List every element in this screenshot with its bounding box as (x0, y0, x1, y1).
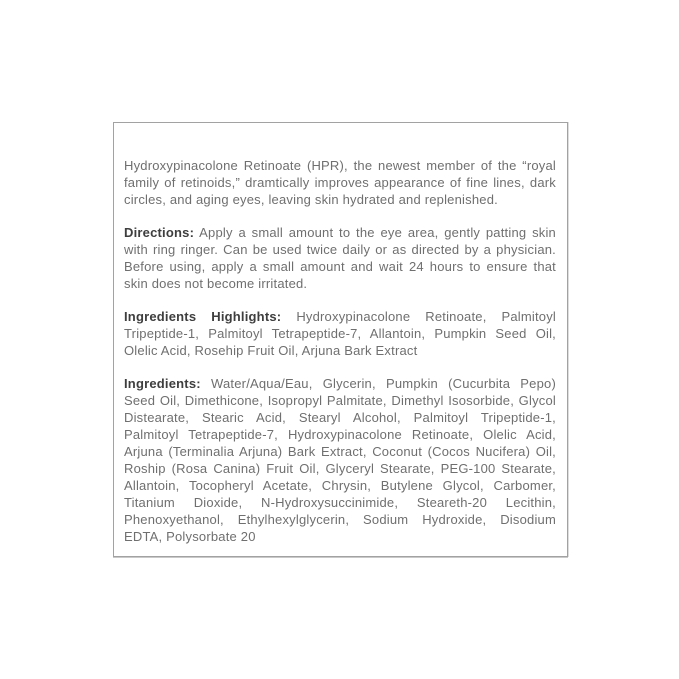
ingredients-highlights-text: Hydroxypinacolone Retinoate, Palmitoyl Tripeptide-1, Palmitoyl Tetrapeptide-7, Allantoin, Pumpkin Seed Oil, Olelic Acid, Rosehip Fruit Oil, Arjuna Bark Extract (124, 309, 557, 358)
directions-paragraph (124, 224, 556, 292)
ingredients-label: Ingredients: (124, 376, 201, 391)
ingredients-highlights-paragraph (124, 308, 556, 359)
directions-text: Apply a small amount to the eye area, gently patting skin with ring ringer. Can be used twice daily or as directed by a physician. Before using, apply a small amount and wait 24 hours to ensure that skin does not become irritated. (124, 225, 556, 291)
intro-paragraph (124, 157, 556, 208)
directions-label: Directions: (124, 225, 195, 240)
label-text-box (113, 122, 568, 557)
ingredients-paragraph (124, 375, 556, 545)
ingredients-highlights-label: Ingredients Highlights: (124, 309, 282, 324)
ingredients-text: Water/Aqua/Eau, Glycerin, Pumpkin (Cucurbita Pepo) Seed Oil, Dimethicone, Isopropyl Palmitate, Dimethyl Isosorbide, Glycol Distearate, Stearic Acid, Stearyl Alcohol, Palmitoyl Tripeptide-1, Palmitoyl Tetrapeptide-7, Hydroxypinacolone Retinoate, Olelic Acid, Arjuna (Terminalia Arjuna) Bark Extract, Coconut (Cocos Nucifera) Oil, Roship (Rosa Canina) Fruit Oil, Glyceryl Stearate, PEG-100 Stearate, Allantoin, Tocopheryl Acetate, Chrysin, Butylene Glycol, Carbomer, Titanium Dioxide, N-Hydroxysuccinimide, Steareth-20 Lecithin, Phenoxyethanol, Ethylhexylglycerin, Sodium Hydroxide, Disodium EDTA, Polysorbate 20 (124, 376, 556, 544)
intro-text: Hydroxypinacolone Retinoate (HPR), the newest member of the “royal family of retinoids,” dramtically improves appearance of fine lines, dark circles, and aging eyes, leaving skin hydrated and replenished. (124, 158, 556, 207)
